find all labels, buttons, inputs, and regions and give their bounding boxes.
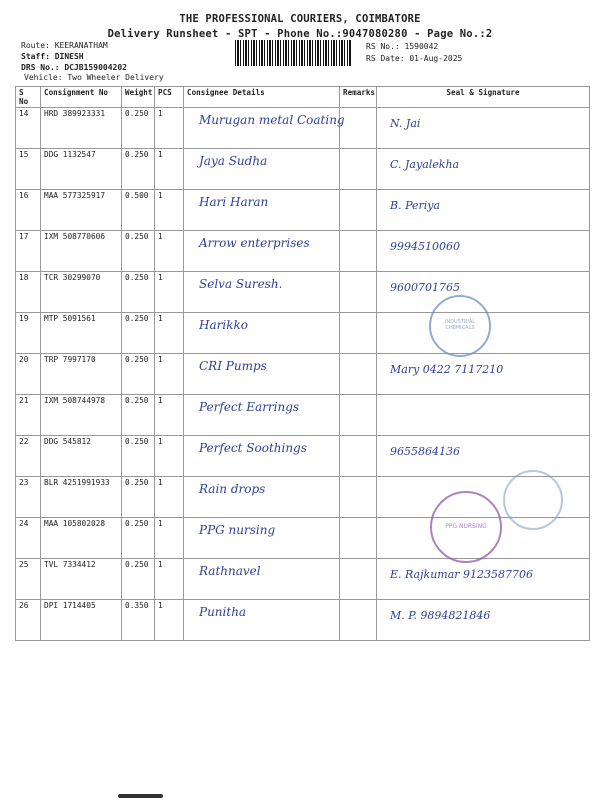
row-consignee: Perfect Earrings	[199, 400, 300, 414]
col-header-pcs: PCS	[155, 87, 184, 108]
row-consignment-no-cell	[41, 518, 122, 559]
row-sno: 17	[19, 232, 29, 241]
row-pcs-cell	[155, 108, 184, 149]
row-consignee: Perfect Soothings	[199, 441, 307, 455]
row-consignment-no: DDG 545812	[44, 437, 91, 446]
row-consignment-no: BLR 4251991933	[44, 478, 110, 487]
row-weight: 0.350	[125, 601, 149, 610]
row-sno-cell	[16, 231, 41, 272]
row-weight: 0.250	[125, 273, 149, 282]
row-signature: C. Jayalekha	[390, 158, 460, 171]
row-sno-cell	[16, 149, 41, 190]
row-weight-cell	[122, 149, 155, 190]
row-signature: 9600701765	[390, 281, 460, 294]
row-sno: 24	[19, 519, 29, 528]
row-consignee-cell	[184, 600, 340, 641]
row-sno-cell	[16, 518, 41, 559]
row-pcs-cell	[155, 477, 184, 518]
rs-date: RS Date: 01-Aug-2025	[366, 54, 463, 63]
row-sno: 21	[19, 396, 29, 405]
row-consignment-no: HRD 389923331	[44, 109, 106, 118]
row-sno: 20	[19, 355, 29, 364]
row-sno-cell	[16, 395, 41, 436]
row-sno: 25	[19, 560, 29, 569]
row-consignee-cell	[184, 231, 340, 272]
col-header-signature: Seal & Signature	[377, 87, 590, 108]
row-sno-cell	[16, 272, 41, 313]
row-signature: M. P. 9894821846	[390, 609, 491, 622]
row-weight: 0.250	[125, 478, 149, 487]
stamp-ppg-nursing	[430, 491, 502, 563]
col-header-remarks: Remarks	[340, 87, 377, 108]
row-pcs-cell	[155, 518, 184, 559]
row-sno-cell	[16, 436, 41, 477]
row-consignment-no-cell	[41, 190, 122, 231]
row-remarks-cell	[340, 313, 377, 354]
row-weight: 0.250	[125, 519, 149, 528]
row-signature: E. Rajkumar 9123587706	[390, 568, 534, 581]
row-pcs: 1	[158, 273, 163, 282]
row-consignment-no-cell	[41, 436, 122, 477]
row-pcs-cell	[155, 436, 184, 477]
stamp-industrial-chemicals	[429, 295, 491, 357]
row-consignment-no-cell	[41, 231, 122, 272]
row-remarks-cell	[340, 559, 377, 600]
vehicle-info: Vehicle: Two Wheeler Delivery	[24, 73, 164, 82]
row-pcs: 1	[158, 396, 163, 405]
row-weight-cell	[122, 477, 155, 518]
row-weight-cell	[122, 395, 155, 436]
row-pcs: 1	[158, 355, 163, 364]
row-sno-cell	[16, 600, 41, 641]
row-consignment-no-cell	[41, 354, 122, 395]
row-weight-cell	[122, 436, 155, 477]
row-remarks-cell	[340, 231, 377, 272]
row-weight-cell	[122, 108, 155, 149]
row-pcs-cell	[155, 313, 184, 354]
row-consignee: Rathnavel	[199, 564, 261, 578]
row-signature-cell	[377, 231, 590, 272]
row-weight: 0.250	[125, 437, 149, 446]
row-pcs-cell	[155, 395, 184, 436]
row-signature-cell	[377, 559, 590, 600]
row-pcs: 1	[158, 601, 163, 610]
row-consignee: Punitha	[199, 605, 247, 619]
row-weight-cell	[122, 272, 155, 313]
row-pcs-cell	[155, 559, 184, 600]
route-info: Route: KEERANATHAM	[21, 41, 108, 50]
row-consignee-cell	[184, 313, 340, 354]
table-row	[16, 354, 590, 395]
table-row	[16, 395, 590, 436]
row-consignee: Harikko	[199, 318, 248, 332]
row-weight: 0.250	[125, 150, 149, 159]
row-sno: 15	[19, 150, 29, 159]
row-consignee-cell	[184, 149, 340, 190]
row-sno: 18	[19, 273, 29, 282]
col-header-consignment: Consignment No	[41, 87, 122, 108]
table-header-row	[16, 87, 590, 108]
row-pcs: 1	[158, 314, 163, 323]
row-consignment-no: TVL 7334412	[44, 560, 96, 569]
row-pcs-cell	[155, 272, 184, 313]
row-signature: Mary 0422 7117210	[390, 363, 504, 376]
table-row	[16, 108, 590, 149]
row-consignment-no-cell	[41, 108, 122, 149]
stamp-circle-blue	[503, 470, 563, 530]
row-weight: 0.250	[125, 314, 149, 323]
row-sno-cell	[16, 190, 41, 231]
row-signature: 9994510060	[390, 240, 460, 253]
row-consignee: Jaya Sudha	[199, 154, 268, 168]
row-pcs: 1	[158, 478, 163, 487]
row-signature-cell	[377, 354, 590, 395]
row-sno-cell	[16, 477, 41, 518]
row-sno: 16	[19, 191, 29, 200]
table-row	[16, 149, 590, 190]
table-row	[16, 518, 590, 559]
row-weight-cell	[122, 354, 155, 395]
row-pcs: 1	[158, 191, 163, 200]
col-header-weight: Weight	[122, 87, 155, 108]
row-weight-cell	[122, 559, 155, 600]
barcode	[235, 40, 351, 66]
table-row	[16, 559, 590, 600]
table-row	[16, 436, 590, 477]
row-consignment-no: IXM 508744978	[44, 396, 106, 405]
row-consignee-cell	[184, 436, 340, 477]
row-signature-cell	[377, 395, 590, 436]
row-remarks-cell	[340, 600, 377, 641]
row-sno: 26	[19, 601, 29, 610]
row-sno-cell	[16, 354, 41, 395]
row-remarks-cell	[340, 477, 377, 518]
row-weight: 0.250	[125, 232, 149, 241]
col-header-consignee: Consignee Details	[184, 87, 340, 108]
runsheet-table	[15, 86, 590, 641]
row-pcs: 1	[158, 437, 163, 446]
row-signature: 9655864136	[390, 445, 460, 458]
row-remarks-cell	[340, 395, 377, 436]
row-sno: 23	[19, 478, 29, 487]
drs-info: DRS No.: DCJB159004202	[21, 63, 127, 72]
row-consignee-cell	[184, 477, 340, 518]
row-pcs-cell	[155, 600, 184, 641]
row-consignment-no-cell	[41, 559, 122, 600]
row-sno: 22	[19, 437, 29, 446]
row-pcs: 1	[158, 560, 163, 569]
row-consignee-cell	[184, 108, 345, 149]
row-consignment-no: MAA 105802028	[44, 519, 106, 528]
table-row	[16, 231, 590, 272]
row-consignment-no-cell	[41, 149, 122, 190]
table-row	[16, 190, 590, 231]
row-pcs: 1	[158, 519, 163, 528]
table-row	[16, 272, 590, 313]
row-consignee: CRI Pumps	[199, 359, 267, 373]
row-remarks-cell	[340, 108, 377, 149]
page-title: THE PROFESSIONAL COURIERS, COIMBATORE	[179, 13, 421, 25]
table-row	[16, 313, 590, 354]
row-weight: 0.250	[125, 396, 149, 405]
row-remarks-cell	[340, 436, 377, 477]
row-consignee: PPG nursing	[199, 523, 276, 537]
row-sno-cell	[16, 313, 41, 354]
row-consignee: Arrow enterprises	[199, 236, 310, 250]
row-weight-cell	[122, 190, 155, 231]
row-consignment-no: MTP 5091561	[44, 314, 96, 323]
row-signature-cell	[377, 190, 590, 231]
row-sno-cell	[16, 559, 41, 600]
row-consignment-no: IXM 508770606	[44, 232, 106, 241]
row-consignment-no: TCR 30299070	[44, 273, 101, 282]
row-signature-cell	[377, 436, 590, 477]
row-pcs-cell	[155, 190, 184, 231]
row-remarks-cell	[340, 518, 377, 559]
row-consignee-cell	[184, 395, 340, 436]
row-consignee-cell	[184, 354, 340, 395]
row-pcs-cell	[155, 354, 184, 395]
row-signature-cell	[377, 149, 590, 190]
row-consignee: Selva Suresh.	[199, 277, 283, 291]
row-signature-cell	[377, 108, 590, 149]
row-consignee: Rain drops	[199, 482, 266, 496]
row-remarks-cell	[340, 190, 377, 231]
row-weight-cell	[122, 600, 155, 641]
row-signature: B. Periya	[390, 199, 441, 212]
row-consignment-no: DPI 1714405	[44, 601, 96, 610]
row-consignment-no-cell	[41, 272, 122, 313]
row-sno: 14	[19, 109, 29, 118]
row-weight: 0.250	[125, 355, 149, 364]
row-sno-cell	[16, 108, 41, 149]
page-subtitle: Delivery Runsheet - SPT - Phone No.:9047080280 - Page No.:2	[107, 28, 493, 40]
row-weight: 0.250	[125, 560, 149, 569]
table-row	[16, 600, 590, 641]
row-pcs: 1	[158, 150, 163, 159]
row-consignment-no-cell	[41, 313, 122, 354]
rs-number: RS No.: 1590042	[366, 42, 439, 51]
row-weight: 0.250	[125, 109, 149, 118]
row-consignment-no: TRP 7997170	[44, 355, 96, 364]
row-weight: 0.500	[125, 191, 149, 200]
row-weight-cell	[122, 231, 155, 272]
row-weight-cell	[122, 518, 155, 559]
row-pcs: 1	[158, 232, 163, 241]
row-consignee-cell	[184, 272, 340, 313]
stamp-text: PPG NURSING	[445, 523, 487, 530]
col-header-sno: S No	[16, 87, 41, 108]
row-sno: 19	[19, 314, 29, 323]
row-pcs: 1	[158, 109, 163, 118]
staff-info: Staff: DINESH	[21, 52, 84, 61]
row-consignee-cell	[184, 518, 340, 559]
row-consignee-cell	[184, 190, 340, 231]
row-pcs-cell	[155, 149, 184, 190]
stamp-text: INDUSTRIAL CHEMICALS	[444, 319, 476, 331]
row-weight-cell	[122, 313, 155, 354]
row-remarks-cell	[340, 149, 377, 190]
row-consignment-no-cell	[41, 600, 122, 641]
row-consignment-no-cell	[41, 477, 122, 518]
row-consignment-no: MAA 577325917	[44, 191, 106, 200]
row-remarks-cell	[340, 272, 377, 313]
row-pcs-cell	[155, 231, 184, 272]
row-consignee-cell	[184, 559, 340, 600]
row-consignment-no: DDG 1132547	[44, 150, 96, 159]
scan-mark	[118, 794, 163, 798]
row-remarks-cell	[340, 354, 377, 395]
row-signature-cell	[377, 600, 590, 641]
row-consignee: Murugan metal Coating	[199, 113, 345, 127]
row-consignment-no-cell	[41, 395, 122, 436]
row-consignee: Hari Haran	[199, 195, 269, 209]
row-signature: N. Jai	[390, 117, 421, 130]
